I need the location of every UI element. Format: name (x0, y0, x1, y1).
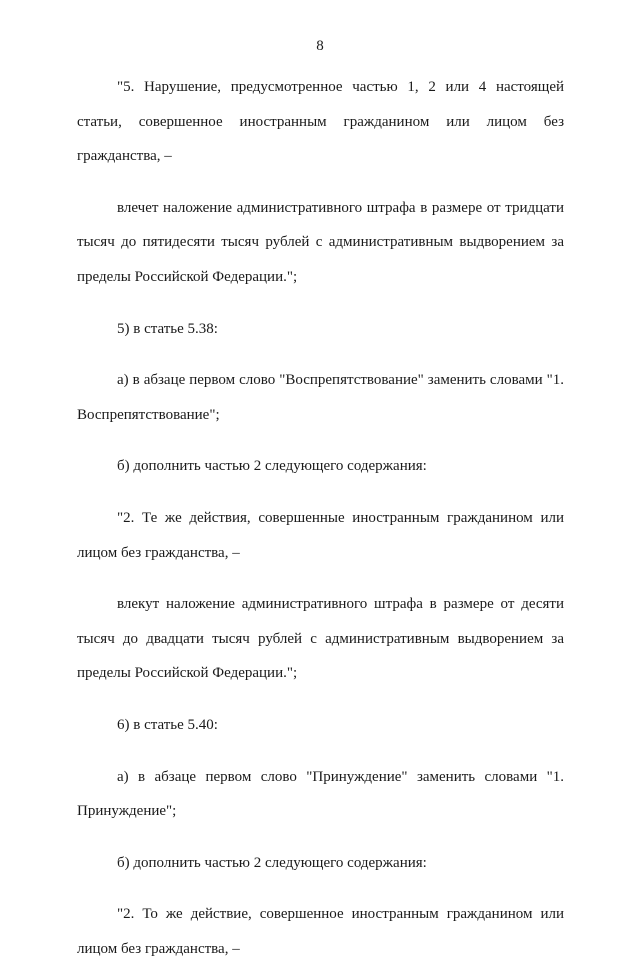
paragraph-part2-5-40: "2. То же действие, совершенное иностранным гражданином или лицом без гражданства, – (77, 906, 564, 957)
paragraph-item-5: 5) в статье 5.38: (117, 320, 218, 337)
paragraph-part5: "5. Нарушение, предусмотренное частью 1, 2 или 4 настоящей статьи, совершенное иностранным гражданином или лицом без гражданства, – (77, 79, 564, 165)
paragraph-item-6: 6) в статье 5.40: (117, 716, 218, 733)
document-body (77, 70, 564, 966)
paragraph-item-5a: а) в абзаце первом слово "Воспрепятствование" заменить словами "1. Воспрепятствование"; (77, 372, 564, 423)
paragraph-part2-5-38: "2. Те же действия, совершенные иностранным гражданином или лицом без гражданства, – (77, 509, 564, 561)
page-number: 8 (316, 38, 324, 54)
paragraph-item-6b: б) дополнить частью 2 следующего содержания: (117, 854, 427, 871)
paragraph-item-5b: б) дополнить частью 2 следующего содержания: (117, 458, 427, 475)
paragraph-item-6a: а) в абзаце первом слово "Принуждение" заменить словами "1. Принуждение"; (77, 768, 564, 820)
paragraph-penalty-2: влекут наложение административного штрафа в размере от десяти тысяч до двадцати тысяч рублей с административным выдворением за пределы Российской Федерации."; (77, 596, 564, 682)
paragraph-penalty-1: влечет наложение административного штрафа в размере от тридцати тысяч до пятидесяти тысяч рублей с административным выдворением за пределы Российской Федерации."; (77, 199, 564, 285)
